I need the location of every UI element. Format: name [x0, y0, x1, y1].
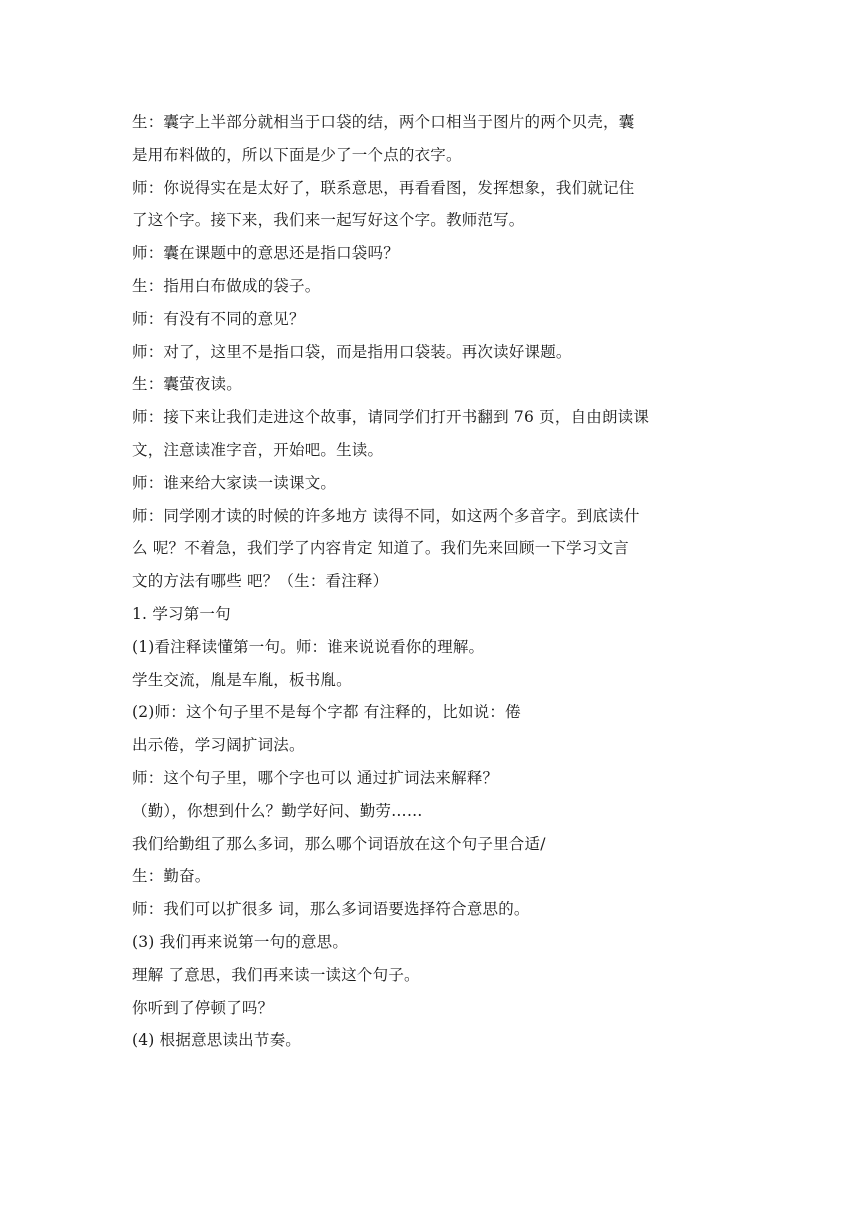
text-line: (2)师：这个句子里不是每个字都 有注释的，比如说：倦 — [132, 703, 521, 722]
text-line: 生：囊萤夜读。 — [132, 375, 242, 394]
text-line: 了这个字。接下来，我们来一起写好这个字。教师范写。 — [132, 211, 525, 230]
text-line: (3) 我们再来说第一句的意思。 — [132, 932, 349, 951]
text-line: 师：接下来让我们走进这个故事，请同学们打开书翻到 76 页，自由朗读课 — [132, 408, 650, 427]
text-line: 生：指用白布做成的袋子。 — [132, 276, 321, 295]
text-line: 师：对了，这里不是指口袋，而是指用口袋装。再次读好课题。 — [132, 342, 572, 361]
text-line: 么 呢？不着急，我们学了内容肯定 知道了。我们先来回顾一下学习文言 — [132, 539, 629, 558]
text-line: 师：我们可以扩很多 词，那么多词语要选择符合意思的。 — [132, 900, 530, 919]
section-heading: 1. 学习第一句 — [132, 604, 231, 623]
text-line: 学生交流，胤是车胤，板书胤。 — [132, 670, 352, 689]
text-line: 文的方法有哪些 吧？（生：看注释） — [132, 572, 389, 591]
text-line: 是用布料做的，所以下面是少了一个点的衣字。 — [132, 145, 462, 164]
text-line: 文，注意读准字音，开始吧。生读。 — [132, 440, 384, 459]
text-line: 生：勤奋。 — [132, 867, 211, 886]
text-line: (4) 根据意思读出节奏。 — [132, 1031, 301, 1050]
text-line: 师：你说得实在是太好了，联系意思，再看看图，发挥想象，我们就记住 — [132, 178, 635, 197]
text-line: 我们给勤组了那么多词，那么哪个词语放在这个句子里合适/ — [132, 834, 546, 853]
text-line: 师：有没有不同的意见？ — [132, 309, 305, 328]
lesson-transcript — [132, 106, 732, 1057]
text-line: 理解 了意思，我们再来读一读这个句子。 — [132, 965, 420, 984]
text-line: 师：囊在课题中的意思还是指口袋吗？ — [132, 244, 399, 263]
text-line: 师：同学刚才读的时候的许多地方 读得不同，如这两个多音字。到底读什 — [132, 506, 640, 525]
text-line: (1)看注释读懂第一句。师：谁来说说看你的理解。 — [132, 637, 485, 656]
text-line: 生：囊字上半部分就相当于口袋的结，两个口相当于图片的两个贝壳，囊 — [132, 113, 635, 131]
text-line: 师：这个句子里，哪个字也可以 通过扩词法来解释？ — [132, 768, 499, 787]
text-line: 出示倦，学习阔扩词法。 — [132, 736, 305, 755]
text-line: 你听到了停顿了吗？ — [132, 998, 274, 1017]
text-line: 师：谁来给大家读一读课文。 — [132, 473, 337, 492]
text-line: （勤），你想到什么？勤学好问、勤劳…… — [132, 801, 423, 820]
